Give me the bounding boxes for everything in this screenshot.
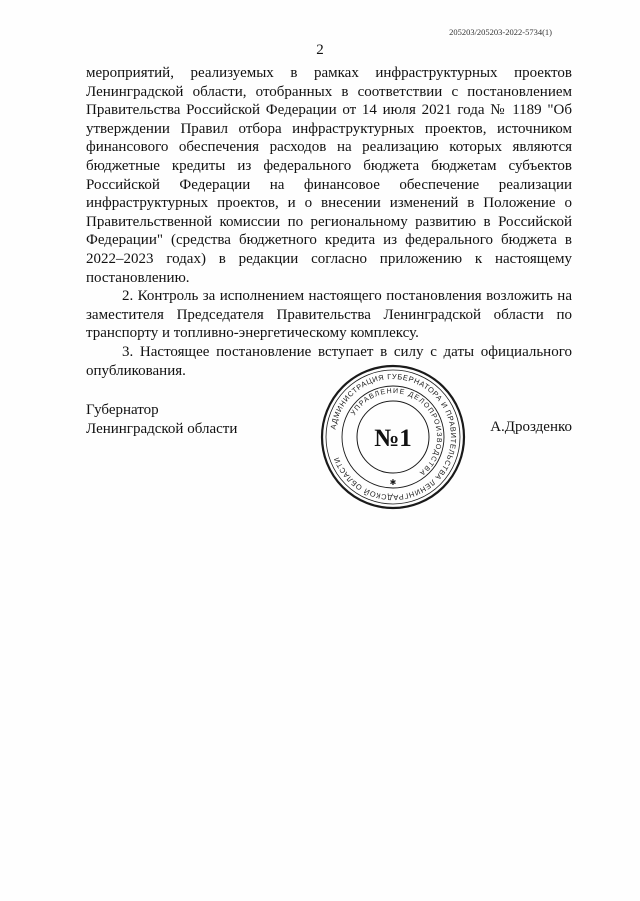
page-number: 2 <box>316 42 324 58</box>
document-body <box>86 64 572 380</box>
paragraph-control: 2. Контроль за исполнением настоящего постановления возложить на заместителя Председателя Правительства Ленинградской области по транспорту и топливно-энергетическому комплексу. <box>86 288 572 342</box>
official-seal <box>318 362 468 512</box>
signer-title-line1: Губернатор <box>86 402 159 418</box>
seal-star-icon: ✱ <box>389 478 397 487</box>
paragraph-continuation: мероприятий, реализуемых в рамках инфраструктурных проектов Ленинградской области, отобранных в соответствии с постановлением Правительства Российской Федерации от 14 июля 2021 года № 1189 "Об утверждении Правил отбора инфраструктурных проектов, источником финансового обеспечения расходов на реализацию которых являются бюджетные кредиты из федерального бюджета бюджетам субъектов Российской Федерации на финансовое обеспечение реализации инфраструктурных проектов, и о внесении изменений в Положение о Правительственной комиссии по региональному развитию в Российской Федерации" (средства бюджетного кредита из федерального бюджета в 2022–2023 годах) в редакции согласно приложению к настоящему постановлению. <box>86 65 572 286</box>
seal-inner-text: УПРАВЛЕНИЕ ДЕЛОПРОИЗВОДСТВА <box>350 387 443 477</box>
signer-title-line2: Ленинградской области <box>86 420 238 437</box>
paragraph-effective: 3. Настоящее постановление вступает в силу с даты официального опубликования. <box>86 343 572 379</box>
seal-number: №1 <box>374 425 412 452</box>
signer-title <box>86 401 237 438</box>
document-id: 205203/205203-2022-5734(1) <box>449 27 552 37</box>
seal-outer-text: АДМИНИСТРАЦИЯ ГУБЕРНАТОРА И ПРАВИТЕЛЬСТВА ЛЕНИНГРАДСКОЙ ОБЛАСТИ <box>328 371 459 503</box>
signer-name: А.Дрозденко <box>490 419 572 435</box>
